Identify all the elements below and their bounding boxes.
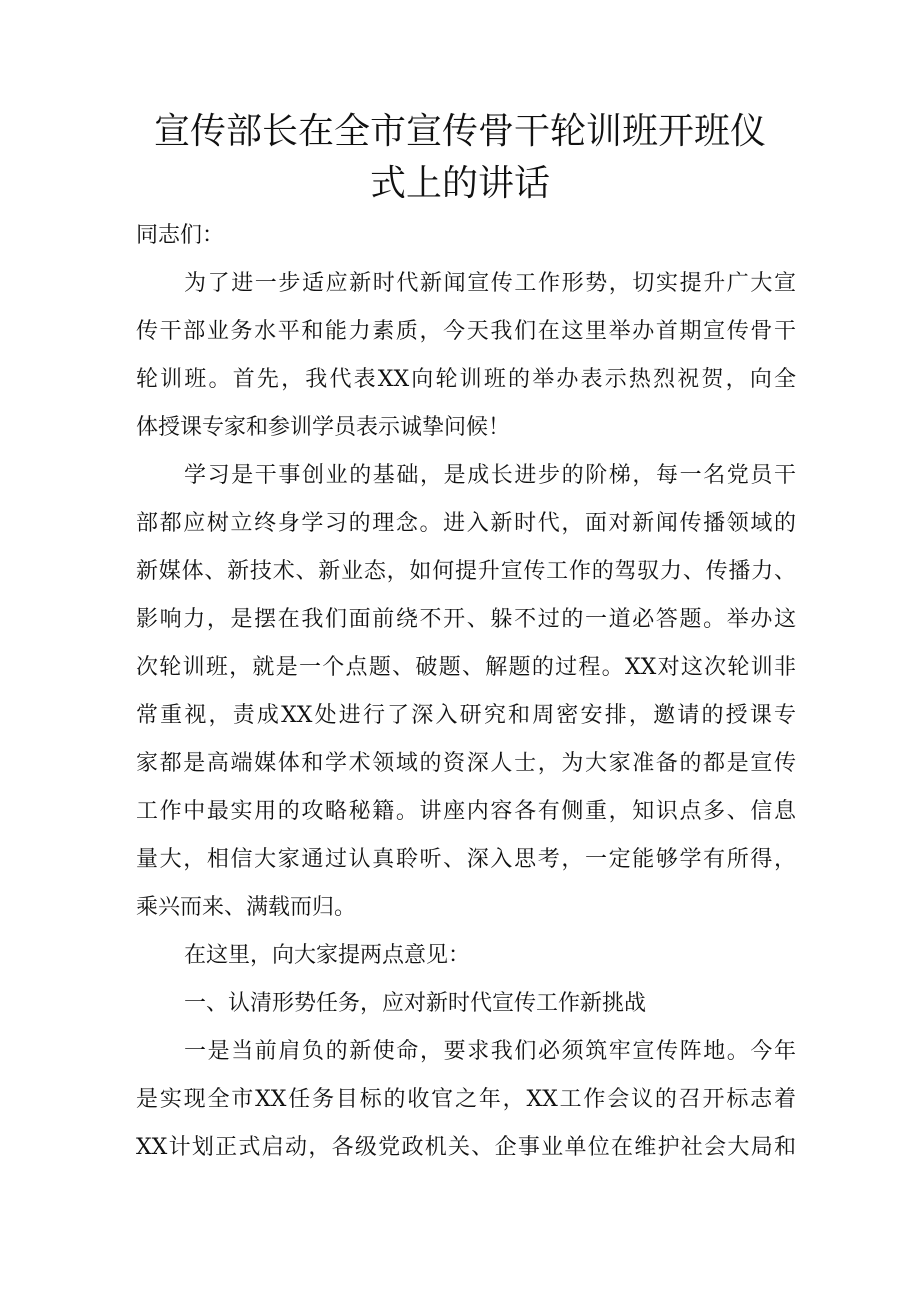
document-title-line-2: 式上的讲话	[369, 163, 550, 204]
salutation: 同志们：	[136, 223, 225, 248]
paragraph-line: 家都是高端媒体和学术领域的资深人士，为大家准备的都是宣传	[136, 751, 796, 776]
paragraph-line: 为了进一步适应新时代新闻宣传工作形势，切实提升广大宣	[184, 271, 796, 296]
paragraph-line: 轮训班。首先，我代表XX向轮训班的举办表示热烈祝贺，向全	[136, 367, 796, 392]
paragraph-line: 新媒体、新技术、新业态，如何提升宣传工作的驾驭力、传播力、	[136, 559, 796, 584]
document-title-line-1: 宣传部长在全市宣传骨干轮训班开班仪	[153, 111, 766, 152]
paragraph-line: 体授课专家和参训学员表示诚挚问候！	[136, 415, 511, 440]
paragraph-line: 量大，相信大家通过认真聆听、深入思考，一定能够学有所得，	[136, 847, 796, 872]
paragraph-line: XX计划正式启动，各级党政机关、企事业单位在维护社会大局和	[136, 1135, 796, 1160]
paragraph-line: 在这里，向大家提两点意见：	[184, 943, 471, 968]
paragraph-line: 学习是干事创业的基础，是成长进步的阶梯，每一名党员干	[184, 463, 796, 488]
paragraph-line: 影响力，是摆在我们面前绕不开、躲不过的一道必答题。举办这	[136, 607, 796, 632]
paragraph-line: 次轮训班，就是一个点题、破题、解题的过程。XX对这次轮训非	[136, 655, 796, 680]
paragraph-line: 部都应树立终身学习的理念。进入新时代，面对新闻传播领域的	[136, 511, 796, 536]
section-heading: 一、认清形势任务，应对新时代宣传工作新挑战	[184, 991, 647, 1016]
paragraph-line: 工作中最实用的攻略秘籍。讲座内容各有侧重，知识点多、信息	[136, 799, 796, 824]
paragraph-line: 乘兴而来、满载而归。	[136, 895, 357, 920]
paragraph-line: 一是当前肩负的新使命，要求我们必须筑牢宣传阵地。今年	[184, 1039, 796, 1064]
paragraph-line: 传干部业务水平和能力素质，今天我们在这里举办首期宣传骨干	[136, 319, 796, 344]
paragraph-line: 常重视，责成XX处进行了深入研究和周密安排，邀请的授课专	[136, 703, 796, 728]
paragraph-line: 是实现全市XX任务目标的收官之年，XX工作会议的召开标志着	[136, 1087, 796, 1112]
